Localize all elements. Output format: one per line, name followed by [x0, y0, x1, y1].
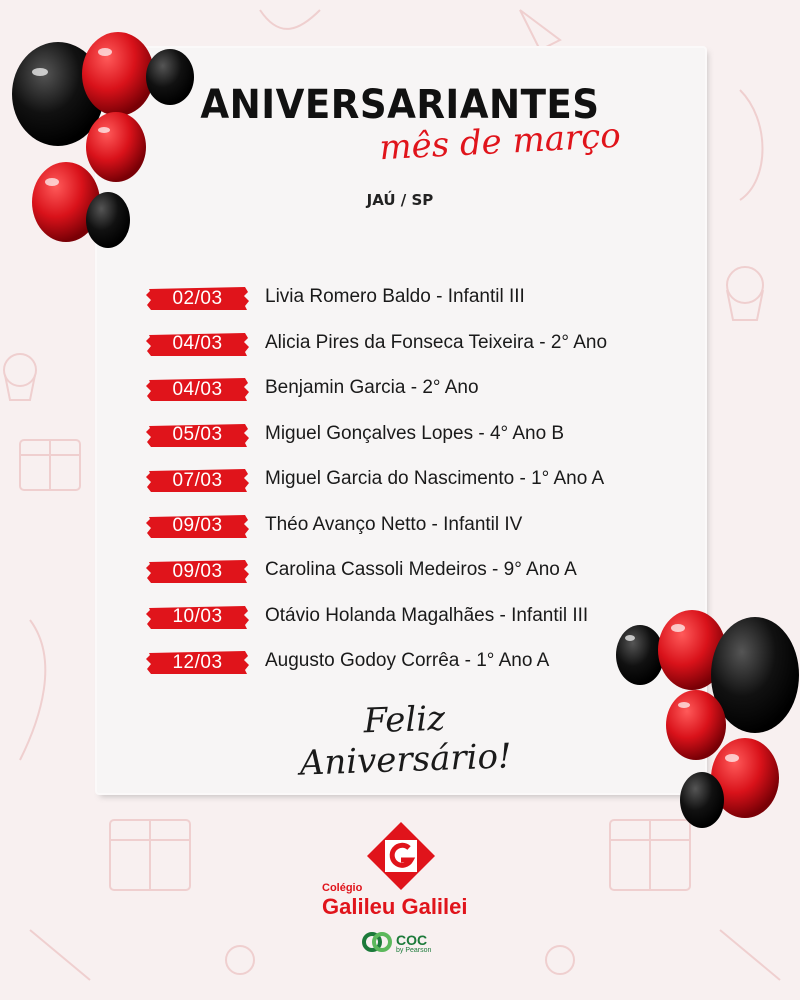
- date-badge: [145, 332, 250, 357]
- school-logo: [310, 820, 490, 960]
- date-text: 04/03: [172, 333, 223, 354]
- date-text: 04/03: [172, 378, 223, 400]
- date-badge: [145, 514, 250, 539]
- page-subtitle: mês de março: [378, 115, 622, 169]
- student-text: Carolina Cassoli Medeiros - 9° Ano A: [265, 559, 577, 580]
- coc-subtext: by Pearson: [396, 947, 432, 954]
- coc-logo: [362, 930, 442, 958]
- date-text: 10/03: [172, 606, 223, 627]
- date-badge: [145, 605, 250, 630]
- student-text: Miguel Gonçalves Lopes - 4° Ano B: [265, 422, 565, 444]
- list-item: [145, 510, 705, 556]
- coc-text: COC: [396, 932, 428, 948]
- date-text: 07/03: [172, 469, 223, 491]
- date-text: 02/03: [172, 287, 223, 309]
- greeting-text: Feliz Aniversário!: [299, 698, 513, 784]
- date-text: 12/03: [172, 651, 223, 673]
- cupcake-doodle-icon: [727, 267, 763, 303]
- date-badge: [145, 423, 250, 448]
- page-title: ANIVERSARIANTES: [200, 82, 600, 128]
- date-text: 09/03: [172, 560, 223, 582]
- balloon-cluster-icon: [600, 600, 800, 830]
- logo-g-icon: [365, 820, 437, 892]
- student-text: Livia Romero Baldo - Infantil III: [265, 286, 525, 307]
- date-badge: [145, 377, 250, 402]
- logo-main-text: Galileu Galilei: [322, 894, 468, 919]
- balloon-cluster-icon: [0, 22, 200, 252]
- student-text: Théo Avanço Netto - Infantil IV: [265, 513, 523, 535]
- date-text: 05/03: [172, 424, 223, 445]
- student-text: Otávio Holanda Magalhães - Infantil III: [265, 604, 589, 626]
- coc-logo-icon: [362, 930, 392, 954]
- student-text: Miguel Garcia do Nascimento - 1° Ano A: [265, 468, 605, 489]
- list-item: [145, 328, 705, 374]
- date-badge: [145, 468, 250, 493]
- logo-small-text: Colégio: [322, 882, 363, 894]
- student-text: Benjamin Garcia - 2° Ano: [265, 377, 479, 398]
- student-text: Augusto Godoy Corrêa - 1° Ano A: [265, 650, 550, 671]
- date-badge: [145, 650, 250, 675]
- date-badge: [145, 559, 250, 584]
- list-item: [145, 282, 705, 328]
- city-label: JAÚ / SP: [366, 191, 434, 209]
- date-text: 09/03: [172, 515, 223, 536]
- list-item: [145, 464, 705, 510]
- date-badge: [145, 286, 250, 311]
- list-item: [145, 419, 705, 465]
- student-text: Alicia Pires da Fonseca Teixeira - 2° Ano: [265, 331, 608, 353]
- list-item: [145, 373, 705, 419]
- list-item: [145, 555, 705, 601]
